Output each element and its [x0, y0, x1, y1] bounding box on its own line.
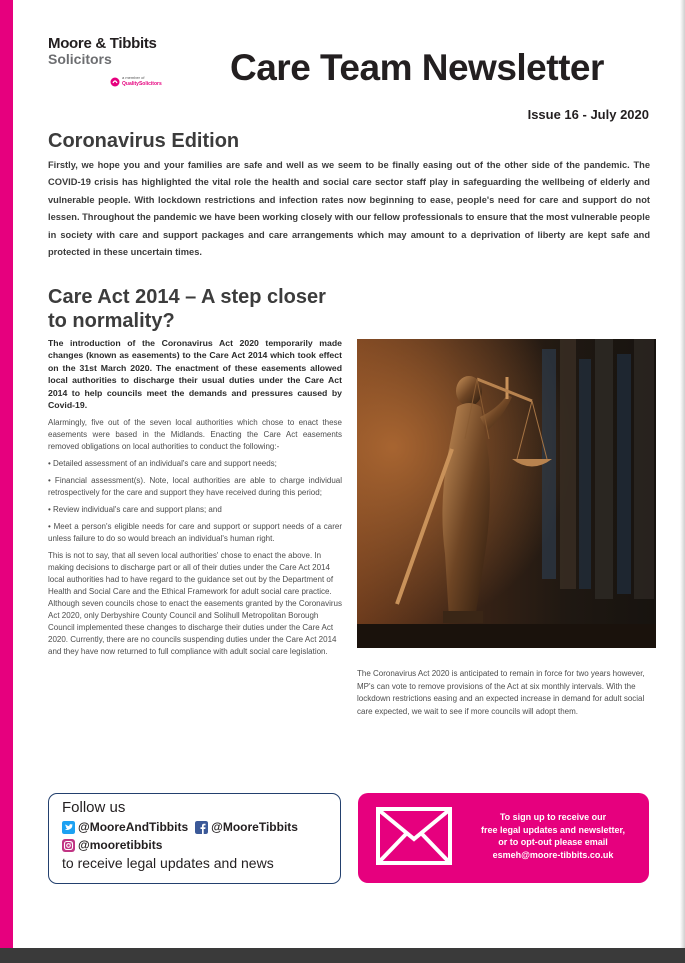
newsletter-title: Care Team Newsletter [230, 47, 604, 88]
article-paragraph: This is not to say, that all seven local authorities' chose to enact the above. In making decisions to discharge part or all of their duties under the Care Act 2014 local authorities had to have regard to the guidance set out by the Department of Health and Social Care and the Ethical Framework for adult social care practice. Although seven councils chose to enact the easements granted by the Coronavirus Act 2020, only Derbyshire County Council and Solihull Metropolitan Borough Council implemented these changes to discharge their duties under the Care Act 2020. Currently, there are no councils suspending duties under the Care Act 2014 and they have now returned to full compliance with adult social care legislation. [48, 551, 342, 657]
follow-footer: to receive legal updates and news [62, 855, 274, 871]
member-of-label: a member of [122, 75, 145, 80]
twitter-icon [62, 821, 75, 834]
bullet-item: • Review individual's care and support plans; and [48, 505, 222, 515]
care-act-article [48, 337, 342, 663]
lady-justice-photo [357, 339, 656, 648]
twitter-handle[interactable]: @MooreAndTibbits [78, 820, 189, 834]
signup-text [463, 811, 643, 861]
logo-sub: Solicitors [48, 51, 112, 67]
signup-box [358, 793, 649, 883]
issue-label: Issue 16 - July 2020 [527, 107, 649, 122]
signup-line: free legal updates and newsletter, [480, 824, 626, 835]
lady-justice-illustration [357, 339, 656, 648]
logo-name: Moore & Tibbits [48, 35, 157, 52]
bottom-bar [0, 948, 685, 963]
care-act-heading: Care Act 2014 – A step closer to normality? [48, 286, 326, 332]
article-paragraph: Alarmingly, five out of the seven local authorities which chose to enact these easements were based in the Midlands. Enacting the Care Act easements removed obligations on local authorities to conduct the following:- [48, 418, 342, 452]
instagram-icon [62, 839, 75, 852]
quality-solicitors-icon [110, 77, 120, 87]
firm-logo [48, 35, 188, 87]
bullet-item: • Financial assessment(s). Note, local authorities are able to charge individual retrospectively for the care and support they have received during this period; [48, 476, 342, 498]
bullet-item: • Meet a person's eligible needs for care and support or support needs of a carer unless failure to do so would breach an individual's human right. [48, 522, 342, 544]
member-brand: QualitySolicitors [122, 81, 162, 87]
follow-title: Follow us [62, 799, 126, 816]
coronavirus-heading: Coronavirus Edition [48, 130, 240, 152]
member-badge [110, 75, 190, 91]
photo-side-text: The Coronavirus Act 2020 is anticipated to remain in force for two years however, MP's can vote to remove provisions of the Act at six monthly intervals. With the lockdown restrictions easing and an expected increase in demand for adult social care expected, we wait to see if more councils will adopt them. [357, 669, 645, 716]
article-lead: The introduction of the Coronavirus Act 2020 temporarily made changes (known as easements) to the Care Act 2014 which took effect on the 31st March 2020. The enactment of these easements allowed local authorities to discharge their usual duties under the Care Act 2014 to help councils meet the demands and pressures caused by Covid-19. [48, 338, 342, 411]
facebook-handle[interactable]: @MooreTibbits [211, 820, 298, 834]
instagram-handle[interactable]: @mooretibbits [78, 838, 163, 852]
signup-line: To sign up to receive our [499, 812, 607, 822]
social-row [62, 837, 327, 853]
bullet-item: • Detailed assessment of an individual's care and support needs; [48, 459, 277, 469]
follow-us-box [48, 793, 341, 884]
facebook-icon [195, 821, 208, 834]
signup-line: or to opt-out please email [498, 837, 608, 847]
coronavirus-intro: Firstly, we hope you and your families are safe and well as we seem to be finally easing out of the other side of the pandemic. The COVID-19 crisis has highlighted the vital role the health and social care sector staff play in safeguarding the wellbeing of elderly and vulnerable people. With lockdown restrictions and infection rates now beginning to ease, people's need for care and support do not lessen. Throughout the pandemic we have been working closely with our fellow professionals to ensure that the most vulnerable people in society with care and support packages and care arrangements which may amount to a deprivation of liberty are kept safe and protected in these uncertain times. [48, 160, 650, 258]
signup-email[interactable]: esmeh@moore-tibbits.co.uk [492, 849, 614, 860]
page-edge-shadow [680, 0, 685, 948]
left-accent-bar [0, 0, 13, 948]
envelope-icon [376, 807, 452, 865]
social-row [62, 819, 327, 835]
